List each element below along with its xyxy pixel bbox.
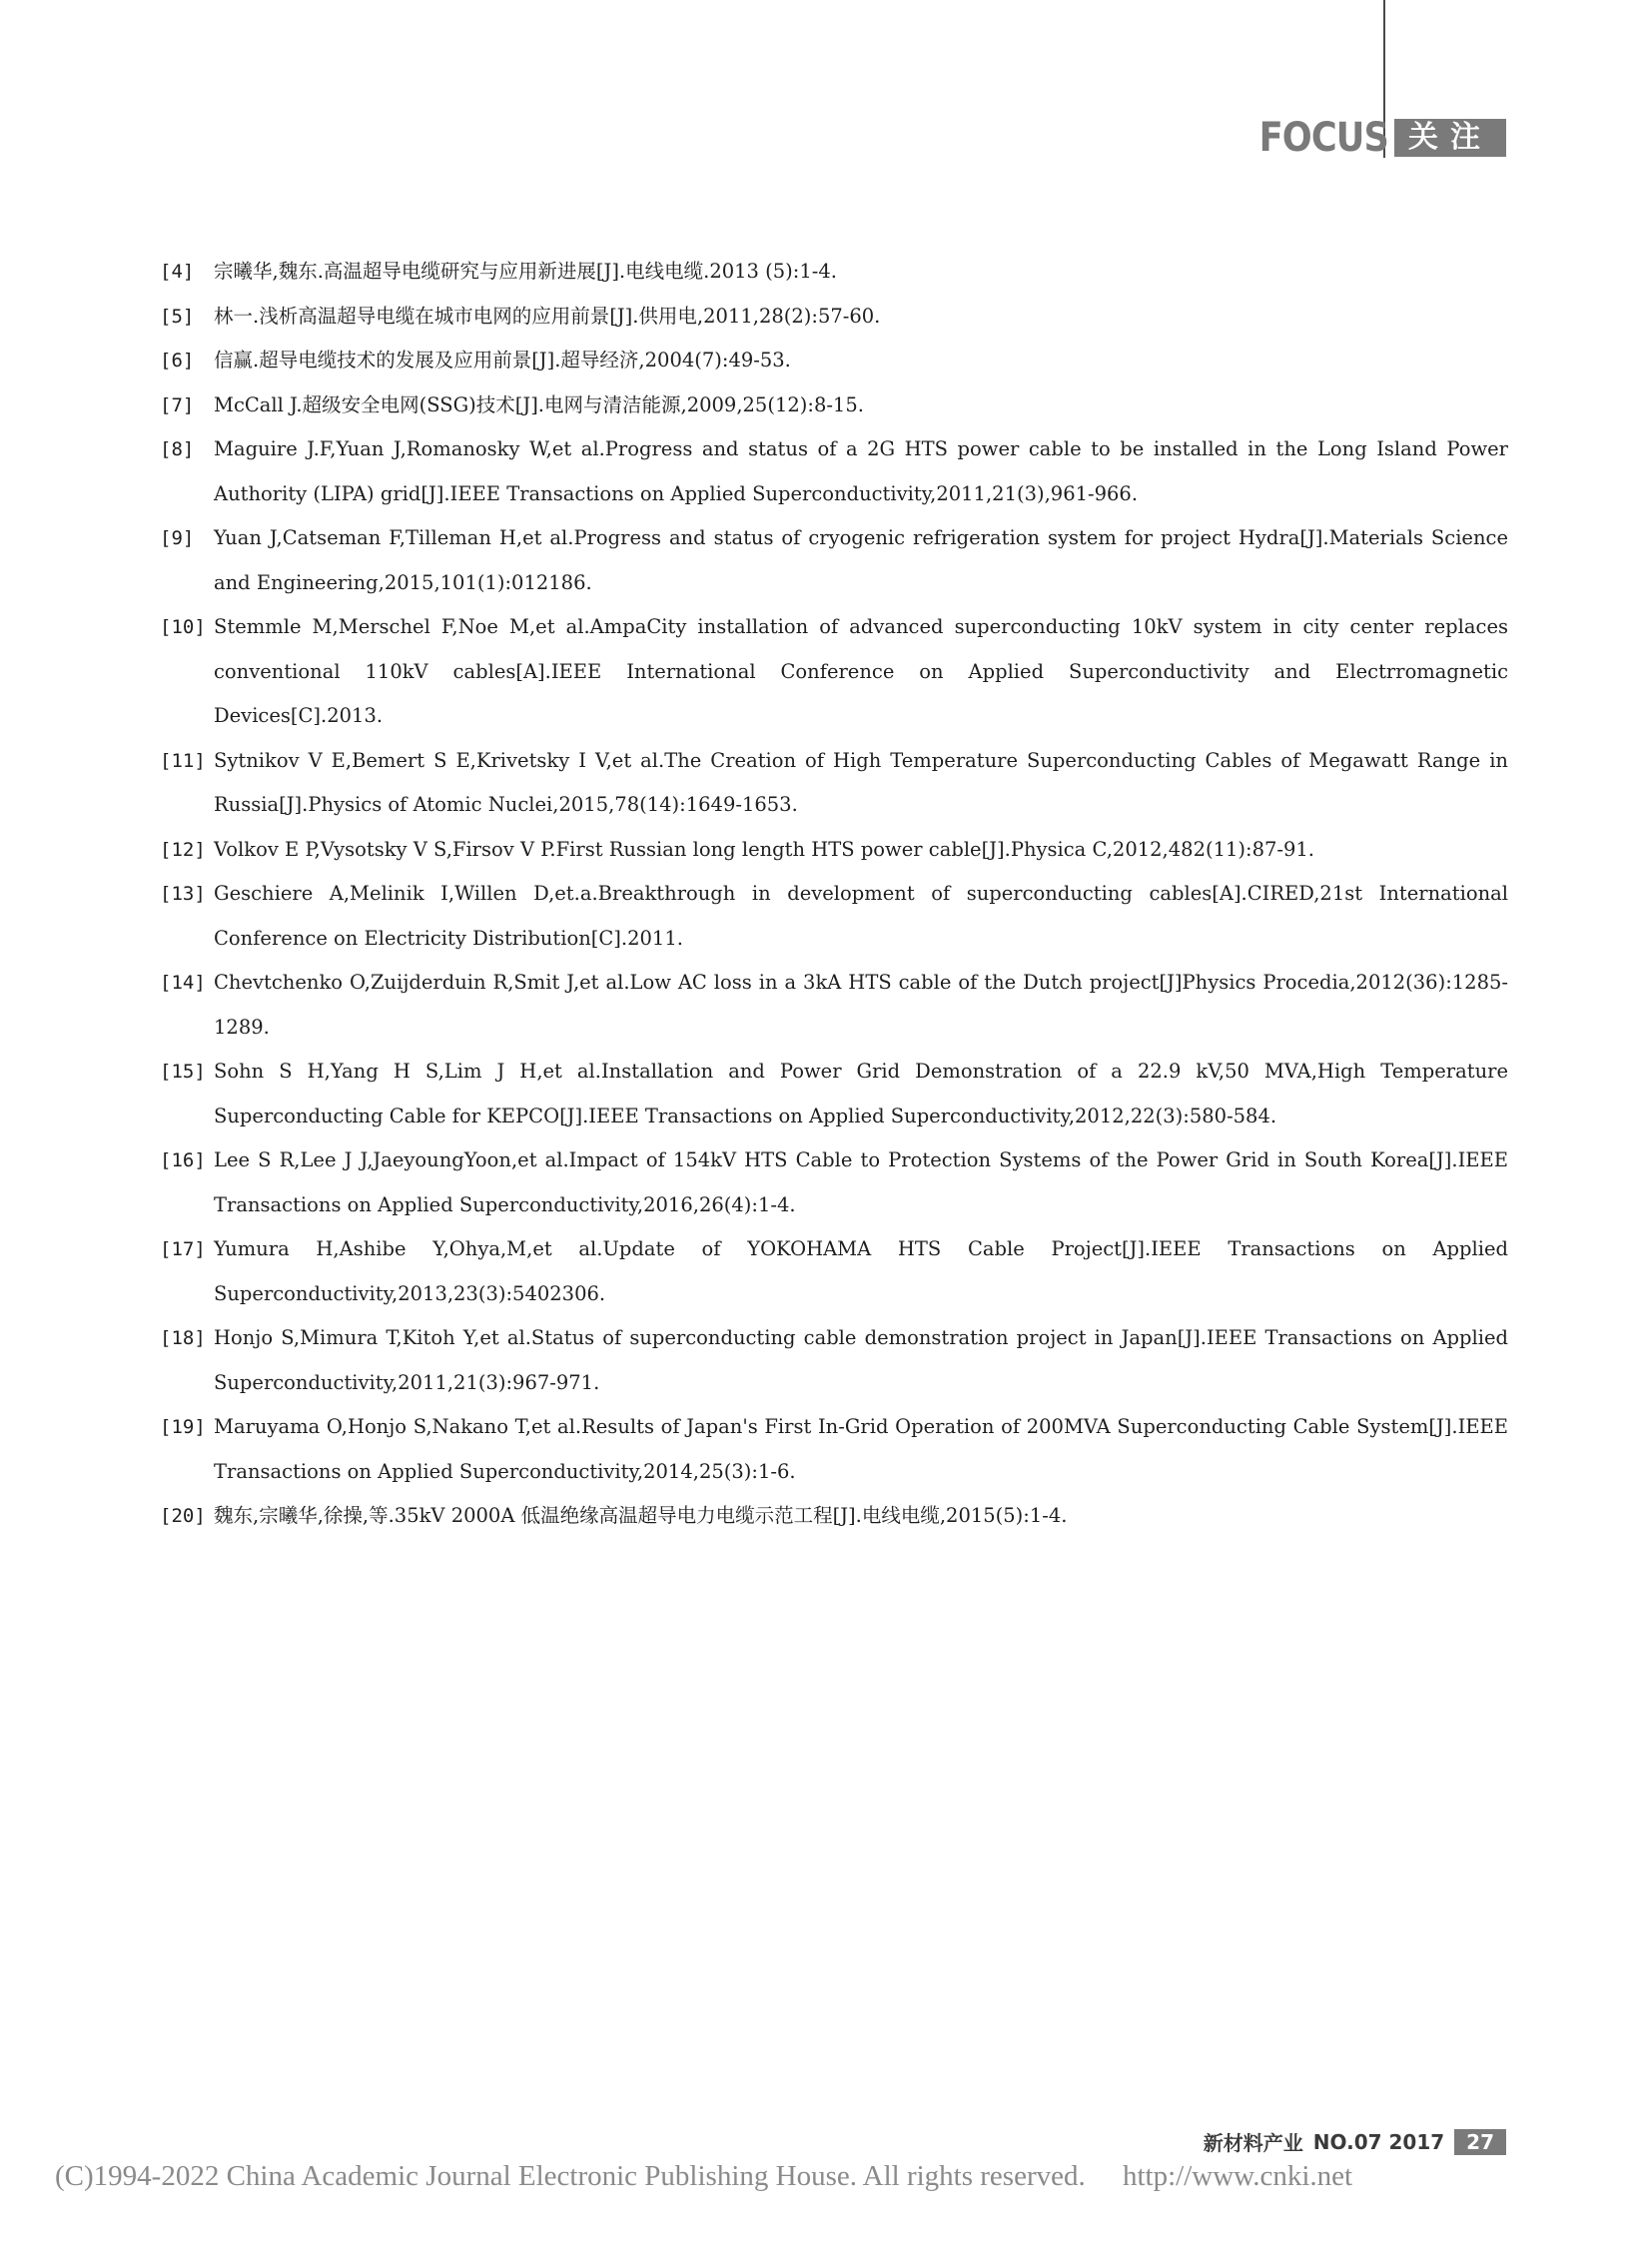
footer-issue: NO.07 2017 xyxy=(1312,2129,1445,2154)
section-tag-cn: 关注 xyxy=(1394,119,1506,157)
reference-item xyxy=(160,828,1508,873)
reference-text: Chevtchenko O,Zuijderduin R,Smit J,et al.Low AC loss in a 3kA HTS cable of the Dutch project[J]Physics Procedia,2012(36):1285-1289. xyxy=(214,971,1508,1039)
reference-text: Sytnikov V E,Bemert S E,Krivetsky I V,et al.The Creation of High Temperature Superconducting Cables of Megawatt Range in Russia[J].Physics of Atomic Nuclei,2015,78(14):1649-1653. xyxy=(214,748,1508,816)
reference-item xyxy=(160,739,1508,828)
reference-text: Honjo S,Mimura T,Kitoh Y,et al.Status of superconducting cable demonstration project in Japan[J].IEEE Transactions on Applied Superconductivity,2011,21(3):967-971. xyxy=(214,1326,1508,1394)
reference-number: [9] xyxy=(160,527,195,549)
footer-journal-name: 新材料产业 xyxy=(1203,2131,1303,2155)
section-tag-en: FOCUS xyxy=(1258,115,1388,161)
reference-text: Volkov E P,Vysotsky V S,Firsov V P.First Russian long length HTS power cable[J].Physica C,2012,482(11):87-91. xyxy=(214,837,1314,861)
reference-text: Stemmle M,Merschel F,Noe M,et al.AmpaCity installation of advanced superconducting 10kV system in city center replaces conventional 110kV cables[A].IEEE International Conference on Applied Superconductivity and Electrromagnetic Devices[C].2013. xyxy=(214,615,1508,727)
reference-text: Geschiere A,Melinik I,Willen D,et.a.Breakthrough in development of superconducting cables[A].CIRED,21st International Conference on Electricity Distribution[C].2011. xyxy=(214,882,1508,950)
copyright-text: (C)1994-2022 China Academic Journal Electronic Publishing House. All rights reserved. xyxy=(55,2160,1086,2192)
reference-text: 林一.浅析高温超导电缆在城市电网的应用前景[J].供用电,2011,28(2):57-60. xyxy=(214,304,881,328)
reference-text: Yumura H,Ashibe Y,Ohya,M,et al.Update of YOKOHAMA HTS Cable Project[J].IEEE Transactions on Applied Superconductivity,2013,23(3):5402306. xyxy=(214,1237,1508,1305)
reference-number: [6] xyxy=(160,350,195,372)
reference-number: [7] xyxy=(160,393,195,416)
reference-item xyxy=(160,1494,1508,1539)
reference-number: [14] xyxy=(160,972,206,994)
reference-item xyxy=(160,516,1508,605)
reference-item xyxy=(160,1138,1508,1227)
copyright-url: http://www.cnki.net xyxy=(1122,2160,1353,2192)
reference-number: [16] xyxy=(160,1149,206,1171)
reference-number: [11] xyxy=(160,749,206,772)
reference-text: Sohn S H,Yang H S,Lim J H,et al.Installation and Power Grid Demonstration of a 22.9 kV,50 MVA,High Temperature Superconducting Cable for KEPCO[J].IEEE Transactions on Applied Superconductivity,2012,22(3):580-584. xyxy=(214,1060,1508,1127)
reference-number: [12] xyxy=(160,838,206,861)
reference-text: 宗曦华,魏东.高温超导电缆研究与应用新进展[J].电线电缆.2013 (5):1-4. xyxy=(214,260,837,283)
reference-number: [18] xyxy=(160,1327,206,1349)
reference-number: [10] xyxy=(160,616,206,638)
reference-item xyxy=(160,383,1508,428)
reference-item xyxy=(160,1316,1508,1405)
reference-number: [19] xyxy=(160,1416,206,1438)
reference-item xyxy=(160,872,1508,961)
reference-item xyxy=(160,1227,1508,1316)
reference-item xyxy=(160,295,1508,340)
reference-number: [15] xyxy=(160,1061,206,1083)
reference-item xyxy=(160,1405,1508,1494)
reference-number: [5] xyxy=(160,305,195,328)
reference-text: 魏东,宗曦华,徐操,等.35kV 2000A 低温绝缘高温超导电力电缆示范工程[J].电线电缆,2015(5):1-4. xyxy=(214,1504,1068,1527)
reference-text: 信赢.超导电缆技术的发展及应用前景[J].超导经济,2004(7):49-53. xyxy=(214,349,791,372)
reference-item xyxy=(160,1050,1508,1138)
reference-number: [20] xyxy=(160,1505,206,1527)
copyright-notice xyxy=(55,2160,1352,2193)
reference-text: Yuan J,Catseman F,Tilleman H,et al.Progress and status of cryogenic refrigeration system for project Hydra[J].Materials Science and Engineering,2015,101(1):012186. xyxy=(214,526,1508,594)
reference-list xyxy=(160,250,1508,1539)
reference-text: McCall J.超级安全电网(SSG)技术[J].电网与清洁能源,2009,25(12):8-15. xyxy=(214,392,864,416)
reference-item xyxy=(160,339,1508,383)
reference-text: Lee S R,Lee J J,JaeyoungYoon,et al.Impact of 154kV HTS Cable to Protection Systems of the Power Grid in South Korea[J].IEEE Transactions on Applied Superconductivity,2016,26(4):1-4. xyxy=(214,1148,1508,1216)
reference-number: [13] xyxy=(160,883,206,905)
reference-number: [17] xyxy=(160,1238,206,1260)
page-number: 27 xyxy=(1454,2129,1506,2155)
reference-item xyxy=(160,605,1508,739)
reference-text: Maruyama O,Honjo S,Nakano T,et al.Results of Japan's First In-Grid Operation of 200MVA Superconducting Cable System[J].IEEE Transactions on Applied Superconductivity,2014,25(3):1-6. xyxy=(214,1415,1508,1483)
reference-item xyxy=(160,427,1508,516)
section-tag xyxy=(1241,116,1506,160)
reference-item xyxy=(160,250,1508,295)
reference-item xyxy=(160,961,1508,1050)
reference-number: [4] xyxy=(160,261,195,283)
reference-number: [8] xyxy=(160,438,195,460)
page-footer xyxy=(1204,2127,1506,2156)
reference-text: Maguire J.F,Yuan J,Romanosky W,et al.Progress and status of a 2G HTS power cable to be installed in the Long Island Power Authority (LIPA) grid[J].IEEE Transactions on Applied Superconductivity,2011,21(3),961-966. xyxy=(214,437,1508,505)
